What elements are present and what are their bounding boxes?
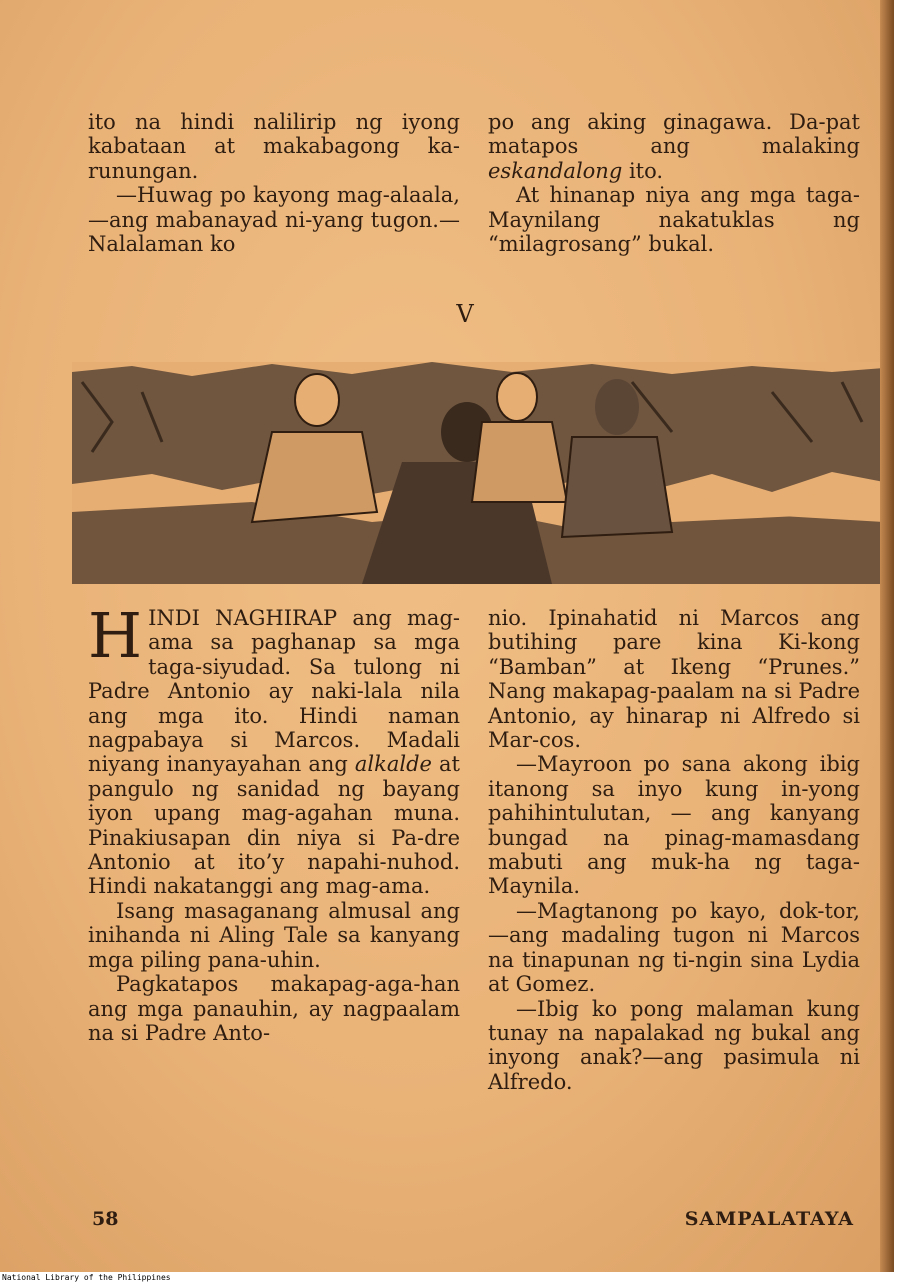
column-bottom-right [488,606,860,1094]
page-spine-edge [880,0,894,1272]
publication-title: SAMPALATAYA [684,1208,854,1230]
paragraph: nio. Ipinahatid ni Marcos ang butihing pare kina Ki-kong “Bamban” at Ikeng “Prunes.” Nang makapag-paalam na si Padre Antonio, ay hinarap ni Alfredo si Mar-cos. [488,606,860,753]
paragraph: At hinanap niya ang mga taga-Maynilang nakatuklas ng “milagrosang” bukal. [488,183,860,257]
paragraph: —Ibig ko pong malaman kung tunay na napalakad ng bukal ang inyong anak?—ang pasimula ni Alfredo. [488,996,860,1094]
paragraph: ito na hindi nalilirip ng iyong kabataan at makabagong ka-runungan. [88,110,460,183]
text-run: ito. [628,158,664,183]
page-number: 58 [92,1208,119,1230]
italic-word: eskandalong [488,158,623,183]
text-run: at pangulo ng sanidad ng bayang iyon upang mag-agahan muna. Pinakiusapan din niya si Pa-dre Antonio at ito’y napahi-nuhod. Hindi nakatanggi ang mag-ama. [88,752,460,899]
column-top-left [88,110,460,256]
paragraph [488,110,860,183]
drop-cap: H [88,599,143,672]
paragraph: Isang masaganang almusal ang inihanda ni Aling Tale sa kanyang mga piling pana-uhin. [88,898,460,972]
paragraph [88,599,460,899]
paragraph: —Mayroon po sana akong ibig itanong sa inyo kung in-yong pahihintulutan, — ang kanyang bungad na pinag-mamasdang mabuti ang muk-ha ng taga-Maynila. [488,752,860,899]
column-top-right [488,110,860,256]
section-number: V [456,300,474,328]
woodcut-group-seated-under-trees-icon [72,362,884,584]
paragraph: —Magtanong po kayo, dok-tor,—ang madaling tugon ni Marcos na tinapunan ng ti-ngin sina Lydia at Gomez. [488,898,860,997]
column-bottom-left [88,599,460,1045]
text-run: po ang aking ginagawa. Da-pat matapos ang malaking [488,110,860,159]
paragraph: Pagkatapos makapag-aga-han ang mga panauhin, ay nagpaalam na si Padre Anto- [88,972,460,1045]
italic-word: alkalde [354,752,432,777]
paragraph: —Huwag po kayong mag-alaala,—ang mabanayad ni-yang tugon.—Nalalaman ko [88,183,460,257]
text-run: INDI NAGHIRAP ang mag-ama sa paghanap sa mga taga-siyudad. Sa tulong ni Padre Antonio ay naki-lala nila ang mga ito. Hindi naman nagpabaya si Marcos. Madali niyang inanyayahan ang [88,606,460,777]
source-credit: National Library of the Philippines [2,1273,171,1282]
